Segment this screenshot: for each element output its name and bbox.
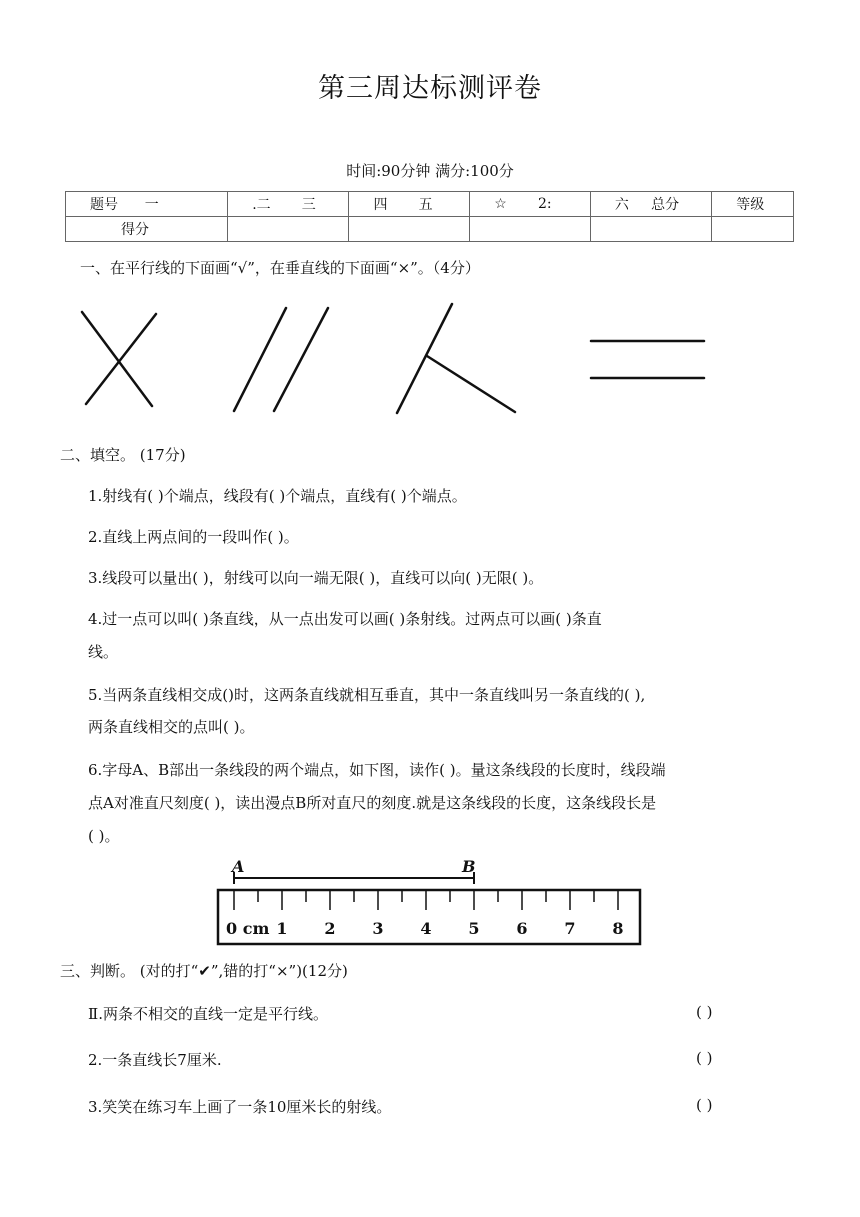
ruler-number: 2 bbox=[324, 919, 336, 938]
judge-answer-blank[interactable]: ( ) bbox=[696, 1049, 713, 1067]
ruler-number: 3 bbox=[372, 919, 384, 938]
fill-item-continuation: 线。 bbox=[88, 643, 119, 661]
figure-line bbox=[397, 304, 452, 413]
line-figures bbox=[60, 290, 760, 420]
ruler-ticks bbox=[234, 890, 618, 910]
fill-item-continuation: 点A对准直尺刻度( )，读出漫点B所对直尺的刻度.就是这条线段的长度，这条线段长是 bbox=[88, 794, 657, 812]
fill-item: 1.射线有( )个端点，线段有( )个端点，直线有( )个端点。 bbox=[88, 487, 467, 505]
ruler-number: 8 bbox=[612, 919, 624, 938]
score-input-cell[interactable] bbox=[228, 217, 349, 242]
ruler-figure bbox=[210, 848, 650, 948]
fill-item: 4.过一点可以叫( )条直线，从一点出发可以画( )条射线。过两点可以画( )条直 bbox=[88, 610, 602, 628]
section1-heading: 一、在平行线的下面画“√”，在垂直线的下面画“×”。（4分） bbox=[80, 259, 480, 277]
figure-intersecting-lines bbox=[82, 312, 156, 406]
fill-item: 6.字母A、B部出一条线段的两个端点，如下图，读作( )。量这条线段的长度时，线段端 bbox=[88, 761, 666, 779]
point-a-label: A bbox=[232, 857, 245, 876]
fill-item: 5.当两条直线相交成()时，这两条直线就相互垂直，其中一条直线叫另一条直线的( ), bbox=[88, 686, 646, 704]
section3-heading: 三、判断。 (对的打“✔”,错的打“×”)(12分) bbox=[60, 962, 348, 980]
fill-item: 3.线段可以量出( )，射线可以向一端无限( )，直线可以向( )无限( )。 bbox=[88, 569, 544, 587]
judge-item: 2.一条直线长7厘米. bbox=[88, 1051, 222, 1069]
figure-line bbox=[234, 308, 286, 411]
page-title: 第三周达标测评卷 bbox=[318, 73, 542, 104]
time-info: 时间:90分钟 满分:100分 bbox=[346, 162, 514, 180]
ruler-number: 6 bbox=[516, 919, 528, 938]
score-row-label: 得分 bbox=[66, 217, 228, 242]
figure-line bbox=[82, 312, 152, 406]
score-header-cell: 等级 bbox=[712, 192, 794, 217]
figure-line bbox=[274, 308, 328, 411]
score-input-cell[interactable] bbox=[349, 217, 470, 242]
score-header-cell: 题号 一 bbox=[66, 192, 228, 217]
point-b-label: B bbox=[462, 857, 476, 876]
judge-item: 3.笑笑在练习车上画了一条10厘米长的射线。 bbox=[88, 1098, 392, 1116]
score-header-cell: 六 总分 bbox=[590, 192, 711, 217]
judge-item: Ⅱ.两条不相交的直线一定是平行线。 bbox=[88, 1005, 328, 1023]
ruler-number: 4 bbox=[420, 919, 432, 938]
score-table-header-row bbox=[66, 192, 794, 217]
score-table bbox=[65, 191, 794, 242]
figure-line bbox=[427, 356, 515, 412]
segment-ab bbox=[234, 872, 474, 884]
judge-answer-blank[interactable]: ( ) bbox=[696, 1096, 713, 1114]
score-header-cell: .二 三 bbox=[228, 192, 349, 217]
fill-item: 2.直线上两点间的一段叫作( )。 bbox=[88, 528, 299, 546]
figure-perpendicular-lines bbox=[397, 304, 515, 413]
section2-heading: 二、填空。 (17分) bbox=[60, 446, 186, 464]
ruler-number: 1 bbox=[276, 919, 288, 938]
score-input-cell[interactable] bbox=[590, 217, 711, 242]
fill-item-continuation: ( )。 bbox=[88, 827, 120, 845]
score-table-score-row bbox=[66, 217, 794, 242]
score-header-cell: 四 五 bbox=[349, 192, 470, 217]
ruler-zero-label: 0 cm bbox=[226, 919, 270, 938]
score-input-cell[interactable] bbox=[470, 217, 591, 242]
score-input-cell[interactable] bbox=[712, 217, 794, 242]
judge-answer-blank[interactable]: ( ) bbox=[696, 1003, 713, 1021]
score-header-cell: ☆ 2: bbox=[470, 192, 591, 217]
figure-line bbox=[86, 314, 156, 404]
ruler-number: 5 bbox=[468, 919, 480, 938]
ruler-number: 7 bbox=[564, 919, 576, 938]
fill-item-continuation: 两条直线相交的点叫( )。 bbox=[88, 718, 255, 736]
ruler-numbers bbox=[226, 919, 624, 938]
figure-horizontal-parallel-lines bbox=[591, 341, 704, 378]
figure-parallel-lines bbox=[234, 308, 328, 411]
